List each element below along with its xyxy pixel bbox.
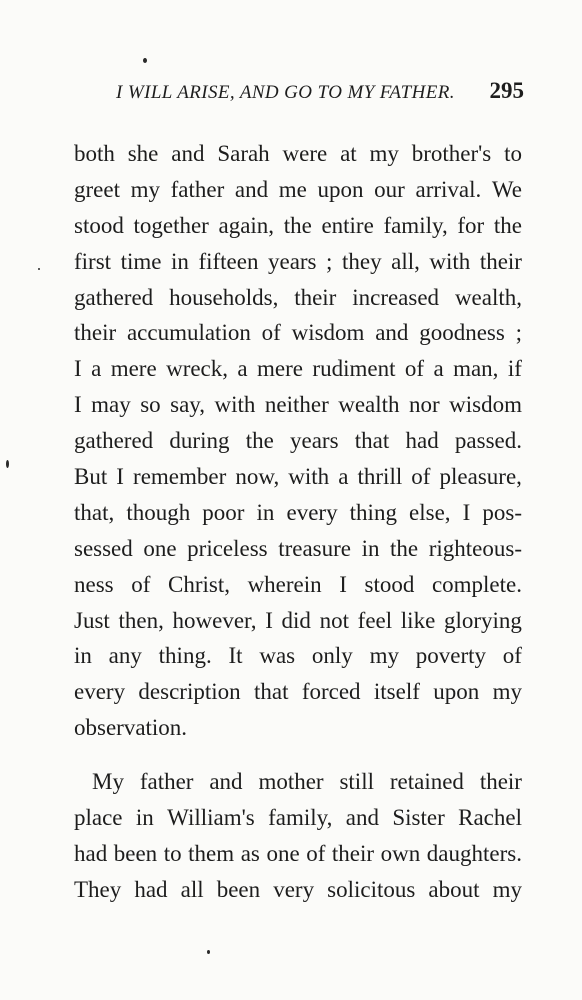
text-line: every description that forced itself upon my — [74, 679, 522, 705]
text-line: Just then, however, I did not feel like glorying — [74, 607, 522, 633]
text-line: I a mere wreck, a mere rudiment of a man, if — [74, 356, 522, 382]
ink-speck — [207, 950, 210, 954]
text-line: place in William's family, and Sister Rachel — [74, 805, 522, 831]
text-line: I may so say, with neither wealth nor wisdom — [74, 392, 522, 418]
text-line: But I remember now, with a thrill of pleasure, — [74, 464, 522, 490]
text-line: My father and mother still retained their — [92, 769, 522, 795]
paragraph — [74, 764, 522, 908]
text-line: They had all been very solicitous about my — [74, 876, 522, 902]
text-line: in any thing. It was only my poverty of — [74, 643, 522, 669]
ink-speck — [143, 58, 147, 63]
ink-speck — [38, 268, 40, 270]
text-line: ness of Christ, wherein I stood complete. — [74, 571, 522, 597]
paragraph-gap — [74, 746, 522, 764]
text-line: stood together again, the entire family, for the — [74, 212, 522, 238]
paragraph — [74, 136, 522, 746]
page-number: 295 — [489, 78, 524, 103]
text-line: that, though poor in every thing else, I pos- — [74, 499, 522, 525]
body-text — [74, 136, 522, 908]
text-line: first time in fifteen years ; they all, with their — [74, 248, 522, 274]
text-line: gathered households, their increased wealth, — [74, 284, 522, 310]
running-title: I WILL ARISE, AND GO TO MY FATHER. — [116, 82, 455, 103]
text-line: observation. — [74, 715, 188, 741]
text-line: gathered during the years that had passed. — [74, 428, 522, 454]
ink-speck — [6, 460, 9, 468]
text-line: greet my father and me upon our arrival. We — [74, 176, 522, 202]
text-line: their accumulation of wisdom and goodness ; — [74, 320, 522, 346]
text-line: sessed one priceless treasure in the righteous- — [74, 535, 522, 561]
running-head — [74, 78, 524, 108]
text-line: had been to them as one of their own daughters. — [74, 840, 522, 866]
text-line: both she and Sarah were at my brother's to — [74, 141, 522, 166]
